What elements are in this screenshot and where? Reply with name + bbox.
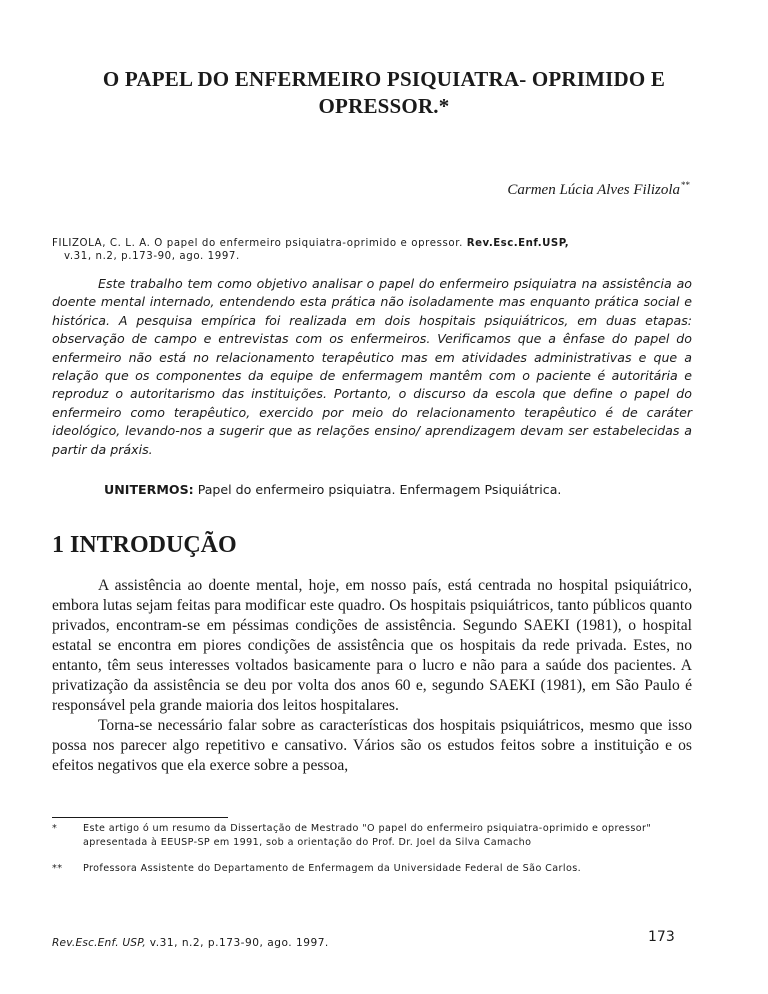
- abstract: Este trabalho tem como objetivo analisar o papel do enfermeiro psiquiatra na assistência ao doente mental internado, entendendo esta prática não isoladamente mas enquanto prática social e histórica. A pesquisa empírica foi realizada em dois hospitais psiquiátricos, em duas etapas: observação de campo e entrevistas com os enfermeiros. Verificamos que a ênfase do papel do enfermeiro não está no relacionamento terapêutico mas em atividades administrativas e que a relação que os componentes da equipe de enfermagem mantêm com o paciente é autoritária e reproduz o autoritarismo das instituições. Portanto, o discurso da escola que define o papel do enfermeiro como terapêutico, exercido por meio do relacionamento terapêutico é de caráter ideológico, levando-nos a sugerir que as relações ensino/ aprendizagem devam ser estabelecidas a partir da práxis.: [52, 276, 692, 457]
- page-number: 173: [648, 929, 675, 945]
- footnote: [52, 822, 696, 850]
- body-paragraph: A assistência ao doente mental, hoje, em nosso país, está centrada no hospital psiquiátrico, embora lutas sejam feitas para modificar este quadro. Os hospitais psiquiátricos, tanto públicos quanto privados, encontram-se em péssimas condições de assistência. Segundo SAEKI (1981), o hospital estatal se encontra em piores condições de assistência que os hospitais da rede privada. Estes, no entanto, têm seus interesses voltados basicamente para o lucro e não para a saúde dos pacientes. A privatização da assistência se deu por volta dos anos 60 e, segundo SAEKI (1981), em São Paulo é responsável pela grande maioria dos leitos hospitalares.: [52, 577, 692, 714]
- section-heading: 1 INTRODUÇÃO: [52, 532, 237, 558]
- citation-details: v.31, n.2, p.173-90, ago. 1997.: [64, 251, 240, 262]
- keywords: [104, 482, 704, 497]
- article-title: O PAPEL DO ENFERMEIRO PSIQUIATRA- OPRIMIDO E OPRESSOR.*: [102, 67, 666, 118]
- author-name: Carmen Lúcia Alves Filizola: [507, 182, 680, 198]
- footnote-divider: [52, 817, 228, 818]
- footnote-text: Este artigo ó um resumo da Dissertação de Mestrado "O papel do enfermeiro psiquiatra-oprimido e opressor" apresentada à EEUSP-SP em 1991, sob a orientação do Prof. Dr. Joel da Silva Camacho: [83, 823, 652, 848]
- footer-journal-name: Rev.Esc.Enf. USP,: [52, 937, 146, 949]
- footer-issue: v.31, n.2, p.173-90, ago. 1997.: [145, 937, 329, 949]
- author-line: [507, 180, 690, 199]
- running-footer: [52, 937, 329, 949]
- keywords-label: UNITERMOS:: [104, 482, 194, 497]
- footnote-text: Professora Assistente do Departamento de Enfermagem da Universidade Federal de São Carlos.: [83, 863, 582, 874]
- footnote-mark: *: [52, 823, 58, 834]
- citation-text: FILIZOLA, C. L. A. O papel do enfermeiro psiquiatra-oprimido e opressor.: [52, 238, 467, 249]
- footnote-mark: **: [52, 863, 63, 874]
- keywords-text: Papel do enfermeiro psiquiatra. Enfermagem Psiquiátrica.: [193, 482, 562, 497]
- footnote: [52, 862, 696, 876]
- section-body: [52, 576, 692, 776]
- bibliographic-citation: [52, 237, 692, 263]
- body-paragraph: Torna-se necessário falar sobre as características dos hospitais psiquiátricos, mesmo que isso possa nos parecer algo repetitivo e cansativo. Vários são os estudos feitos sobre a instituição e os efeitos negativos que ela exerce sobre a pessoa,: [52, 717, 692, 774]
- author-footnote-mark: **: [681, 180, 690, 190]
- citation-journal: Rev.Esc.Enf.USP,: [466, 238, 570, 249]
